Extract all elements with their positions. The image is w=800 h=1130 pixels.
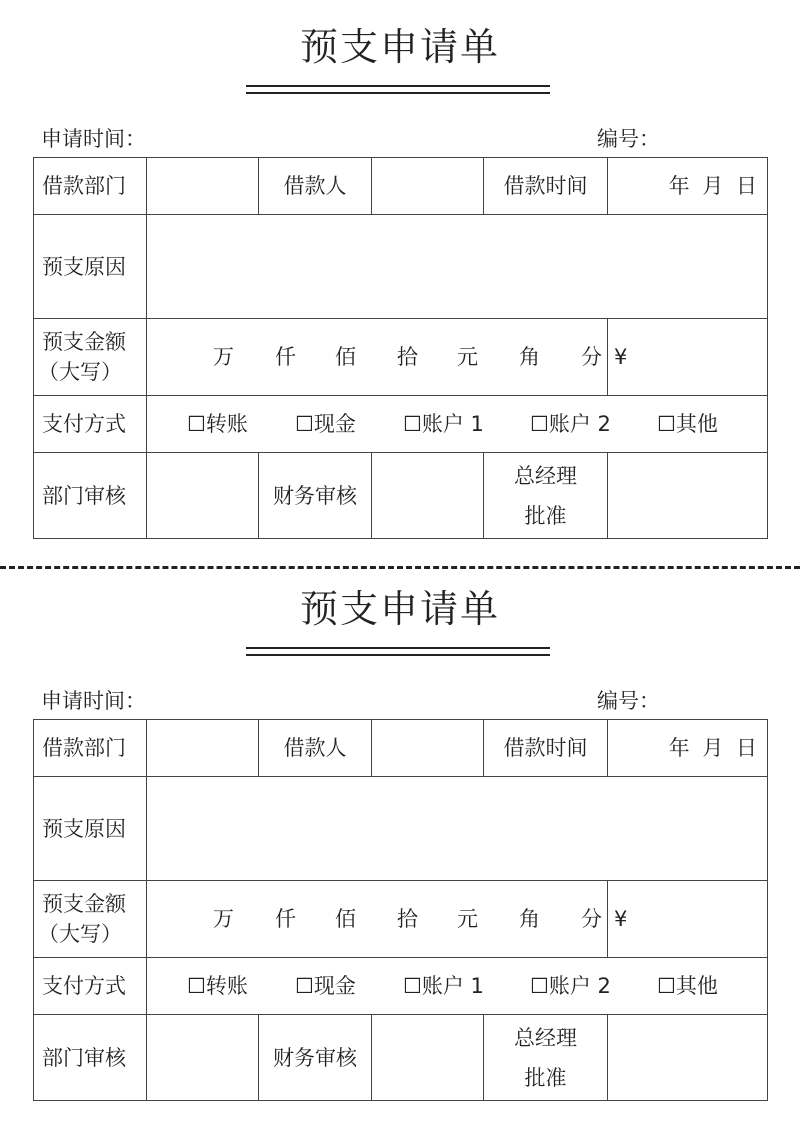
payment-option-other[interactable]: ☐其他 [657,974,718,998]
finance-review-field[interactable] [372,1015,484,1101]
amount-label [34,881,147,958]
borrower-field[interactable] [372,720,484,777]
unit-qian: 仟 [275,345,296,369]
amount-number-field[interactable] [608,881,768,958]
borrow-date-field[interactable]: 年 月 日 [608,720,768,777]
unit-jiao: 角 [519,907,540,931]
apply-time-label: 申请时间： [41,689,146,713]
borrow-time-label: 借款时间 [484,720,608,777]
amount-label-line2: （大写） [38,922,122,946]
amount-label-line1: 预支金额 [42,330,126,354]
gm-approval-label [484,453,608,539]
amount-uppercase-field[interactable] [147,881,608,958]
payment-option-account1[interactable]: ☐账户 1 [403,412,484,436]
reason-field[interactable] [147,215,768,319]
unit-bai: 佰 [335,345,356,369]
number-label: 编号： [597,689,660,713]
borrower-label: 借款人 [259,158,372,215]
form-table [33,719,768,1101]
yen-symbol: ¥ [614,345,628,369]
title-underline-top [246,647,550,649]
payment-option-transfer[interactable]: ☐转账 [187,412,248,436]
unit-wan: 万 [213,907,234,931]
payment-option-cash[interactable]: ☐现金 [295,412,356,436]
gm-approval-field[interactable] [608,1015,768,1101]
payment-options [147,958,768,1015]
unit-yuan: 元 [457,345,478,369]
yen-symbol: ¥ [614,907,628,931]
amount-units [147,319,607,395]
amount-label-line1: 预支金额 [42,892,126,916]
payment-option-account2[interactable]: ☐账户 2 [530,412,611,436]
unit-bai: 佰 [335,907,356,931]
unit-jiao: 角 [519,345,540,369]
payment-option-cash[interactable]: ☐现金 [295,974,356,998]
finance-review-field[interactable] [372,453,484,539]
title-underline-bottom [246,654,550,656]
payment-option-other[interactable]: ☐其他 [657,412,718,436]
amount-uppercase-field[interactable] [147,319,608,396]
unit-fen: 分 [581,907,602,931]
dept-label: 借款部门 [34,158,147,215]
dept-review-label: 部门审核 [34,453,147,539]
form-title: 预支申请单 [299,25,500,69]
gm-approval-field[interactable] [608,453,768,539]
advance-form-top [0,0,800,560]
unit-qian: 仟 [275,907,296,931]
reason-label: 预支原因 [34,777,147,881]
amount-number-field[interactable] [608,319,768,396]
payment-label: 支付方式 [34,396,147,453]
amount-units [147,881,607,957]
gm-label-line2: 批准 [524,503,567,528]
borrower-field[interactable] [372,158,484,215]
amount-label [34,319,147,396]
advance-form-bottom [0,562,800,1122]
unit-shi: 拾 [397,345,418,369]
unit-yuan: 元 [457,907,478,931]
payment-options [147,396,768,453]
payment-label: 支付方式 [34,958,147,1015]
dept-review-field[interactable] [147,1015,259,1101]
dept-review-label: 部门审核 [34,1015,147,1101]
form-title: 预支申请单 [299,587,500,631]
payment-option-account2[interactable]: ☐账户 2 [530,974,611,998]
payment-option-transfer[interactable]: ☐转账 [187,974,248,998]
gm-label-line1: 总经理 [514,463,577,488]
payment-option-account1[interactable]: ☐账户 1 [403,974,484,998]
unit-fen: 分 [581,345,602,369]
borrower-label: 借款人 [259,720,372,777]
dept-label: 借款部门 [34,720,147,777]
gm-label-line1: 总经理 [514,1025,577,1050]
apply-time-label: 申请时间： [41,127,146,151]
dept-review-field[interactable] [147,453,259,539]
reason-label: 预支原因 [34,215,147,319]
title-underline-bottom [246,92,550,94]
unit-wan: 万 [213,345,234,369]
borrow-time-label: 借款时间 [484,158,608,215]
reason-field[interactable] [147,777,768,881]
borrow-date-field[interactable]: 年 月 日 [608,158,768,215]
title-underline-top [246,85,550,87]
form-table [33,157,768,539]
unit-shi: 拾 [397,907,418,931]
finance-review-label: 财务审核 [259,453,372,539]
gm-approval-label [484,1015,608,1101]
finance-review-label: 财务审核 [259,1015,372,1101]
amount-label-line2: （大写） [38,360,122,384]
dept-field[interactable] [147,720,259,777]
dept-field[interactable] [147,158,259,215]
number-label: 编号： [597,127,660,151]
gm-label-line2: 批准 [524,1065,567,1090]
